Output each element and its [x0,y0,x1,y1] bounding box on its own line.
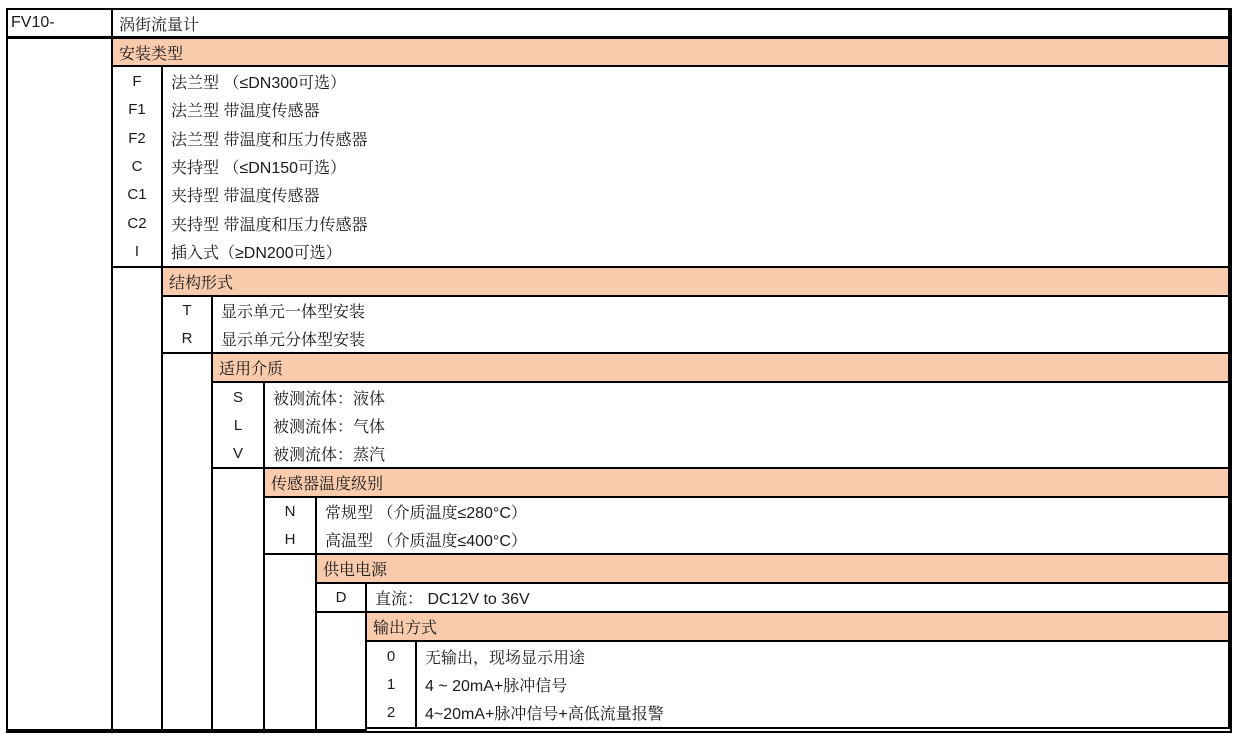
option-description: 法兰型 （≤DN300可选） [171,74,347,92]
section-5-descriptions [367,584,1230,613]
section-5-codes [317,584,367,613]
option-code: 1 [386,675,396,693]
column-spacer-4 [265,555,317,731]
option-description: 被测流体：气体 [273,418,386,436]
option-description: 被测流体：蒸汽 [273,446,386,464]
option-description: 插入式（≥DN200可选） [171,245,342,263]
column-spacer-3 [213,469,265,731]
section-header-6: 输出方式 [367,613,1230,642]
option-description: 常规型 （介质温度≤280°C） [325,505,527,523]
option-code: V [232,444,243,462]
section-2-codes [163,297,213,354]
section-header-4: 传感器温度级别 [265,469,1230,498]
option-description: 显示单元分体型安装 [221,331,366,349]
option-code: F2 [128,129,146,147]
option-description: 夹持型 带温度和压力传感器 [171,216,368,234]
option-code: N [284,503,296,521]
column-spacer-5 [317,613,367,731]
option-code: D [335,589,347,606]
section-6-descriptions [417,642,1230,729]
option-code: C2 [127,214,147,232]
section-6-codes [367,642,417,729]
section-header-5: 供电电源 [317,555,1230,584]
section-4-descriptions [317,498,1230,555]
section-header-2: 结构形式 [163,268,1230,297]
option-code: C [131,157,143,175]
option-description: 无输出，现场显示用途 [425,649,586,667]
left-spacer-cell [8,39,113,731]
option-code: C1 [127,186,147,204]
option-description: 4 ~ 20mA+脉冲信号 [425,677,568,695]
option-description: 被测流体：液体 [273,390,386,408]
model-prefix-cell: FV10- [8,10,113,39]
option-code: H [284,530,296,548]
option-description: 法兰型 带温度和压力传感器 [171,131,368,149]
option-code: R [181,329,193,347]
option-description: 夹持型 带温度传感器 [171,188,320,206]
column-spacer-1 [113,268,163,731]
option-description: 直流： DC12V to 36V [375,591,530,608]
option-code: F1 [128,101,146,119]
option-code: 2 [386,704,396,722]
option-description: 4~20mA+脉冲信号+高低流量报警 [425,706,664,724]
product-name-cell: 涡街流量计 [113,10,1230,39]
option-code: S [232,388,243,406]
section-1-codes [113,67,163,268]
option-description: 显示单元一体型安装 [221,304,366,322]
option-code: L [233,416,243,434]
section-3-codes [213,383,265,469]
option-description: 法兰型 带温度传感器 [171,103,320,121]
section-header-3: 适用介质 [213,354,1230,383]
option-code: I [134,243,140,261]
option-code: T [182,302,192,320]
option-description: 夹持型 （≤DN150可选） [171,159,347,177]
section-1-descriptions [163,67,1230,268]
column-spacer-2 [163,354,213,731]
option-code: 0 [386,647,396,665]
option-description: 高温型 （介质温度≤400°C） [325,532,527,550]
section-4-codes [265,498,317,555]
option-code: F [132,72,142,90]
section-3-descriptions [265,383,1230,469]
section-header-1: 安装类型 [113,39,1230,67]
section-2-descriptions [213,297,1230,354]
model-code-spec-table [6,8,1232,733]
